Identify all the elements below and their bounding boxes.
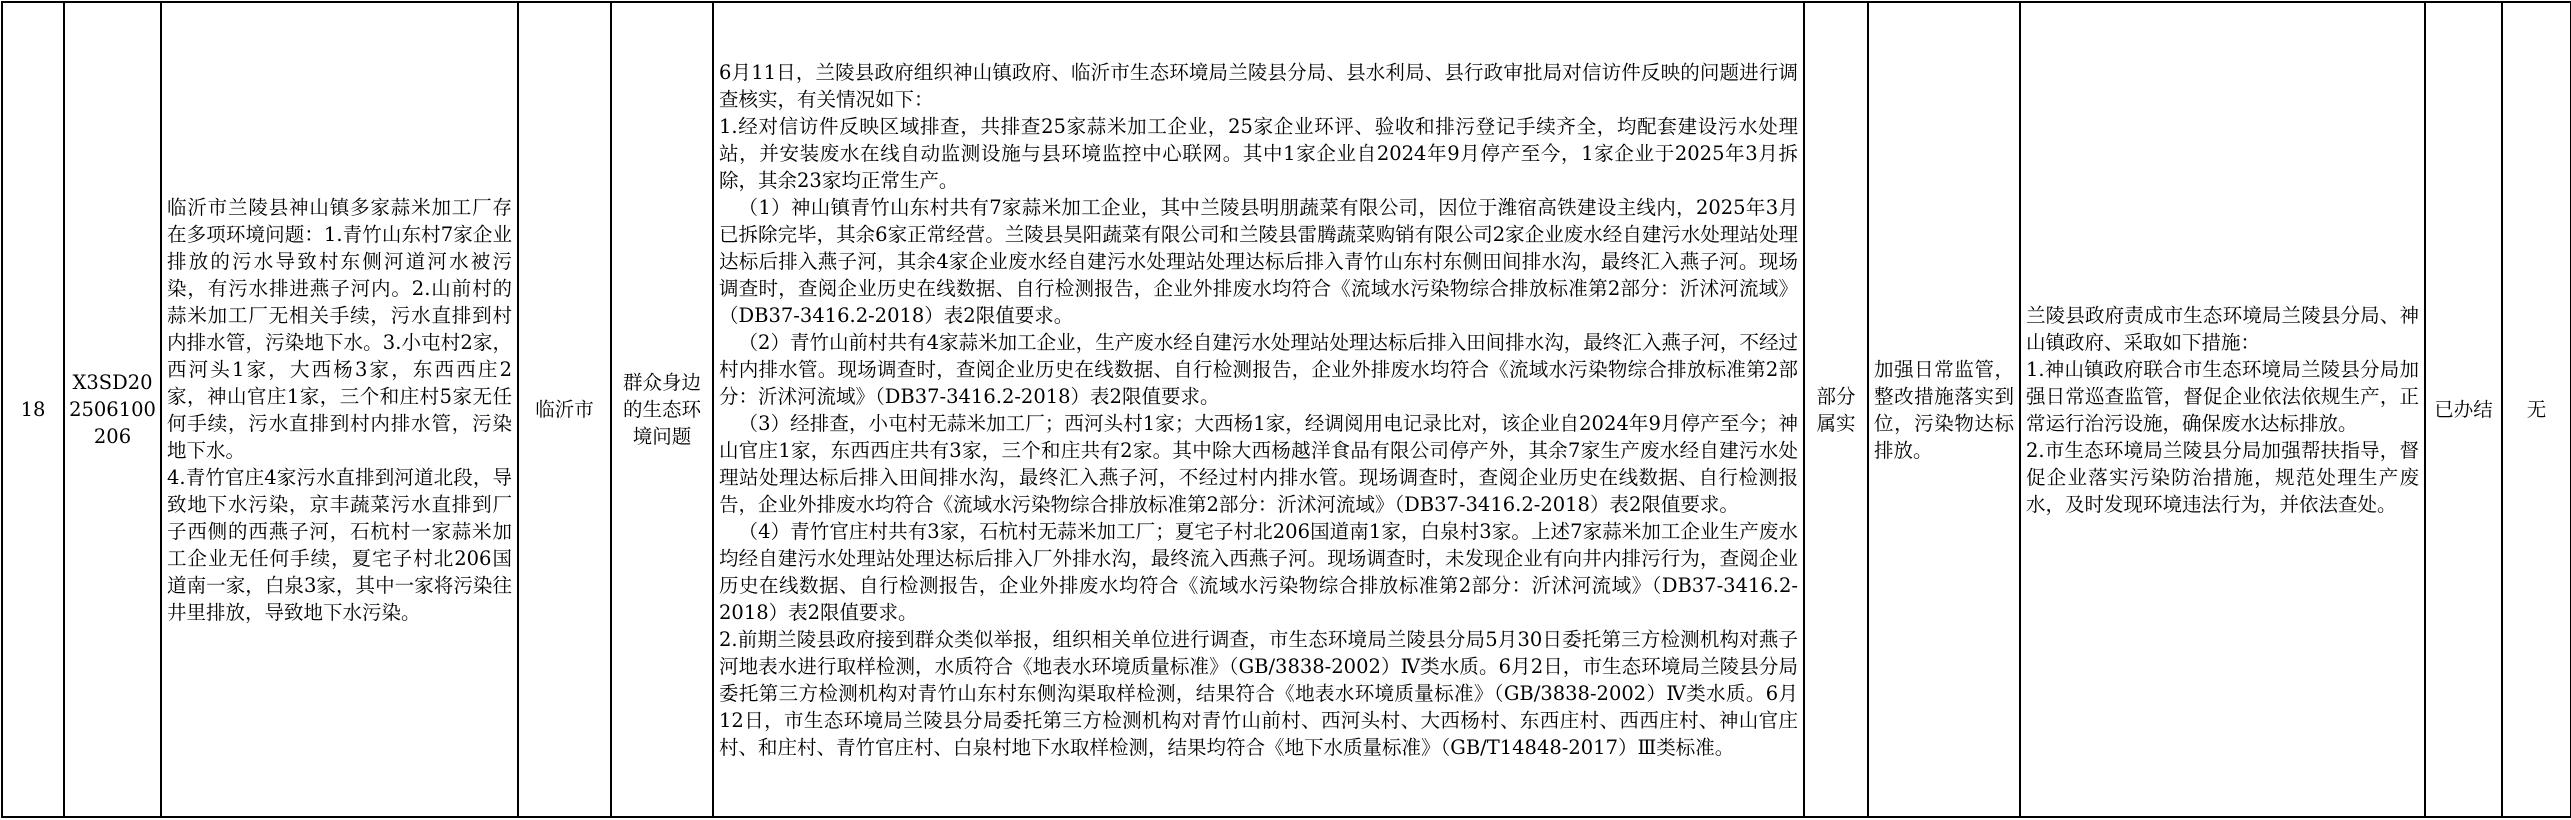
measures-item-1: 1.神山镇政府联合市生态环境局兰陵县分局加强日常巡查监管，督促企业依法依规生产，正常运行治污设施，确保废水达标排放。: [2026, 357, 2419, 435]
investigation-item-1-4: （4）青竹官庄村共有3家，石杭村无蒜米加工厂；夏宅子村北206国道南1家，白泉村3家。上述7家蒜米加工企业生产废水均经自建污水处理站处理达标后排入厂外排水沟，最终流入西燕子河。现场调查时，未发现企业有向井内排污行为，查阅企业历史在线数据、自行检测报告，企业外排废水均符合《流域水污染物综合排放标准第2部分：沂沭河流域》（DB37-3416.2-2018）表2限值要求。: [719, 519, 1798, 624]
complaint-part-2: 4.青竹官庄4家污水直排到河道北段，导致地下水污染，京丰蔬菜污水直排到厂子西侧的西燕子河，石杭村一家蒜米加工企业无任何手续，夏宅子村北206国道南一家，白泉3家，其中一家将污染往井里排放，导致地下水污染。: [167, 465, 512, 624]
measures-item-2: 2.市生态环境局兰陵县分局加强帮扶指导，督促企业落实污染防治措施，规范处理生产废水，及时发现环境违法行为，并依法查处。: [2026, 438, 2419, 516]
row-index: 18: [2, 2, 64, 817]
investigation-item-1-1: （1）神山镇青竹山东村共有7家蒜米加工企业，其中兰陵县明朋蔬菜有限公司，因位于潍宿高铁建设主线内，2025年3月已拆除完毕，其余6家正常经营。兰陵县昊阳蔬菜有限公司和兰陵县雷腾蔬菜购销有限公司2家企业废水经自建污水处理站处理达标后排入燕子河，其余4家企业废水经自建污水处理站处理达标后排入青竹山东村东侧田间排水沟，最终汇入燕子河。现场调查时，查阅企业历史在线数据、自行检测报告，企业外排废水均符合《流域水污染物综合排放标准第2部分：沂沭河流域》（DB37-3416.2-2018）表2限值要求。: [719, 195, 1798, 327]
measures-intro: 兰陵县政府责成市生态环境局兰陵县分局、神山镇政府、采取如下措施：: [2026, 303, 2419, 354]
case-table: [1, 1, 2571, 818]
verdict: 部分属实: [1804, 2, 1868, 817]
city: 临沂市: [518, 2, 611, 817]
investigation-item-2: 2.前期兰陵县政府接到群众类似举报，组织相关单位进行调查，市生态环境局兰陵县分局5月30日委托第三方检测机构对燕子河地表水进行取样检测，水质符合《地表水环境质量标准》（GB/3838-2002）Ⅳ类水质。6月2日，市生态环境局兰陵县分局委托第三方检测机构对青竹山东村东侧沟渠取样检测，结果符合《地表水环境质量标准》（GB/3838-2002）Ⅳ类水质。6月12日，市生态环境局兰陵县分局委托第三方检测机构对青竹山前村、西河头村、大西杨村、东西庄村、西西庄村、神山官庄村、和庄村、青竹官庄村、白泉村地下水取样检测，结果均符合《地下水质量标准》（GB/T14848-2017）Ⅲ类标准。: [719, 627, 1798, 759]
complaint-content: [161, 2, 518, 817]
table-row: [2, 2, 2571, 817]
investigation-intro: 6月11日，兰陵县政府组织神山镇政府、临沂市生态环境局兰陵县分局、县水利局、县行政审批局对信访件反映的问题进行调查核实，有关情况如下：: [719, 60, 1798, 111]
handling-measures: [2020, 2, 2425, 817]
investigation-item-1: 1.经对信访件反映区域排查，共排查25家蒜米加工企业，25家企业环评、验收和排污登记手续齐全，均配套建设污水处理站，并安装废水在线自动监测设施与县环境监控中心联网。其中1家企业自2024年9月停产至今，1家企业于2025年3月拆除，其余23家均正常生产。: [719, 114, 1798, 192]
case-id: [64, 2, 161, 817]
accountability: 无: [2502, 2, 2571, 817]
case-id-text: X3SD202506100206: [69, 371, 156, 448]
status: 已办结: [2425, 2, 2502, 817]
investigation-result: [713, 2, 1804, 817]
investigation-item-1-2: （2）青竹山前村共有4家蒜米加工企业，生产废水经自建污水处理站处理达标后排入田间排水沟，最终汇入燕子河，不经过村内排水管。现场调查时，查阅企业历史在线数据、自行检测报告，企业外排废水均符合《流域水污染物综合排放标准第2部分：沂沭河流域》（DB37-3416.2-2018）表2限值要求。: [719, 330, 1798, 408]
investigation-item-1-3: （3）经排查，小屯村无蒜米加工厂；西河头村1家；大西杨1家，经调阅用电记录比对，该企业自2024年9月停产至今；神山官庄1家，东西西庄共有3家，三个和庄共有2家。其中除大西杨越洋食品有限公司停产外，其余7家生产废水经自建污水处理站处理达标后排入田间排水沟，最终汇入燕子河，不经过村内排水管。现场调查时，查阅企业历史在线数据、自行检测报告，企业外排废水均符合《流域水污染物综合排放标准第2部分：沂沭河流域》（DB37-3416.2-2018）表2限值要求。: [719, 411, 1798, 516]
problem-category: 群众身边的生态环境问题: [611, 2, 713, 817]
rectification-goal: 加强日常监管，整改措施落实到位，污染物达标排放。: [1868, 2, 2020, 817]
complaint-part-1: 临沂市兰陵县神山镇多家蒜米加工厂存在多项环境问题：1.青竹山东村7家企业排放的污水导致村东侧河道河水被污染，有污水排进燕子河内。2.山前村的蒜米加工厂无相关手续，污水直排到村内排水管，污染地下水。3.小屯村2家，西河头1家，大西杨3家，东西西庄2家，神山官庄1家，三个和庄村5家无任何手续，污水直排到村内排水管，污染地下水。: [167, 195, 512, 462]
